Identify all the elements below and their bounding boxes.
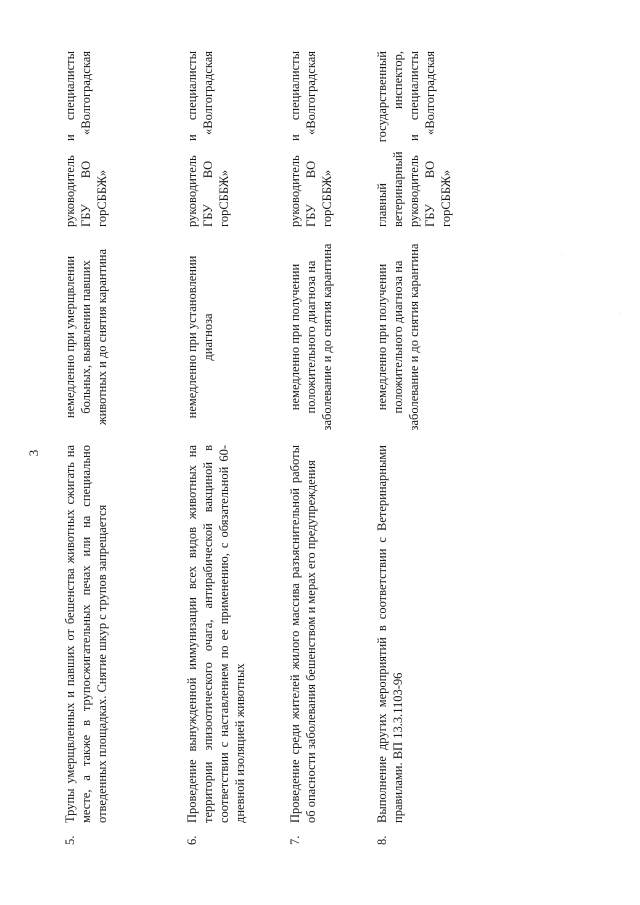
measure-description: Проведение вынужденной иммунизации всех видов животных на территории эпизоотического очага, антирабической вакциной в соответствии с наставлением по ее применению, с обязательной 60-дневной изоляцией животных (185, 445, 247, 823)
measure-responsible: главный государственный ветеринарный инспектор, руководитель и специалисты ГБУ ВО «Волгоградская горСББЖ» (375, 51, 453, 227)
measure-responsible: руководитель и специалисты ГБУ ВО «Волгоградская горСББЖ» (63, 51, 109, 227)
measures-table (62, 45, 470, 845)
measure-description: Трупы умерщвленных и павших от бешенства животных сжигать на месте, а также в трупосжигательных печах или на специально отведенных площадках. Снятие шкур с трупов запрещается (63, 445, 109, 823)
measure-description: Выполнение других мероприятий в соответствии с Ветеринарными правилами. ВП 13.3.1103-96 (375, 445, 405, 823)
row-number: 8. (375, 835, 389, 845)
row-number: 7. (288, 835, 302, 845)
measure-description: Проведение среди жителей жилого массива разъяснительной работы об опасности заболевания бешенством и мерах его предупреждения (288, 445, 318, 823)
measure-responsible: руководитель и специалисты ГБУ ВО «Волгоградская горСББЖ» (185, 51, 231, 227)
measure-deadline: немедленно при получении положительного диагноза на заболевание и до снятия карантина (375, 243, 421, 431)
measure-responsible: руководитель и специалисты ГБУ ВО «Волгоградская горСББЖ» (288, 51, 334, 227)
scan-speck: · (560, 253, 566, 255)
row-number: 5. (63, 835, 77, 845)
row-number: 6. (185, 835, 199, 845)
measure-deadline: немедленно при установлении диагноза (185, 255, 215, 419)
measure-deadline: немедленно при получении положительного диагноза на заболевание и до снятия карантина (288, 243, 334, 431)
scan-speck: · (618, 313, 624, 315)
page-number: 3 (26, 449, 41, 457)
measure-deadline: немедленно при умерщвлении больных, выявлении павших животных и до снятия карантина (63, 248, 109, 426)
